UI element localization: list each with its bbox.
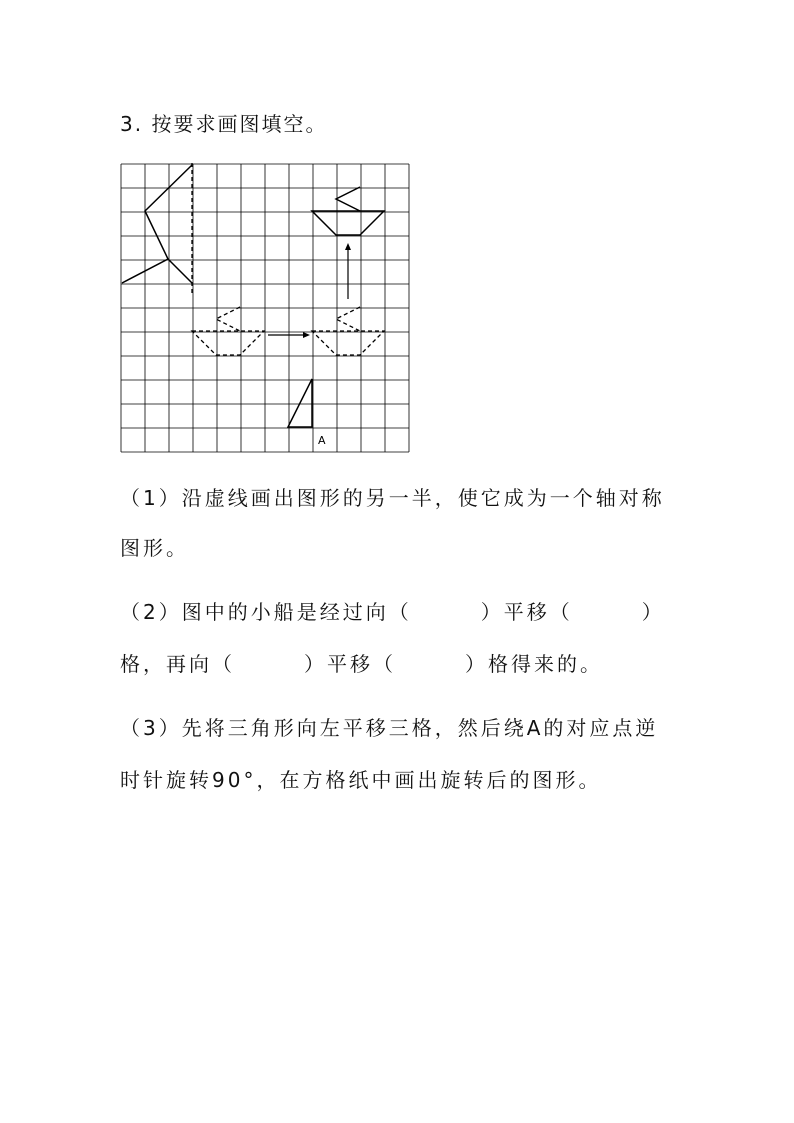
item1-line2: 图形。 (120, 536, 189, 560)
item3-line2: 时针旋转90°，在方格纸中画出旋转后的图形。 (120, 768, 602, 792)
triangle (288, 379, 312, 427)
dashed-boat-shifted (312, 307, 384, 355)
item3-line1: （3）先将三角形向左平移三格，然后绕A的对应点逆 (120, 716, 659, 740)
grid-lines (121, 164, 409, 452)
solid-boat-final (312, 187, 384, 235)
arrow-up (345, 243, 351, 299)
item2-line1: （2）图中的小船是经过向（ ）平移（ ） (120, 600, 665, 624)
question-title: 3. 按要求画图填空。 (120, 112, 328, 136)
item1-line1: （1）沿虚线画出图形的另一半，使它成为一个轴对称 (120, 486, 665, 510)
point-a-label: A (318, 434, 326, 447)
half-figure (122, 165, 192, 283)
item2-line2: 格，再向（ ）平移（ ）格得来的。 (120, 652, 603, 676)
dashed-boat-original (192, 307, 264, 355)
grid-figure (120, 163, 410, 453)
